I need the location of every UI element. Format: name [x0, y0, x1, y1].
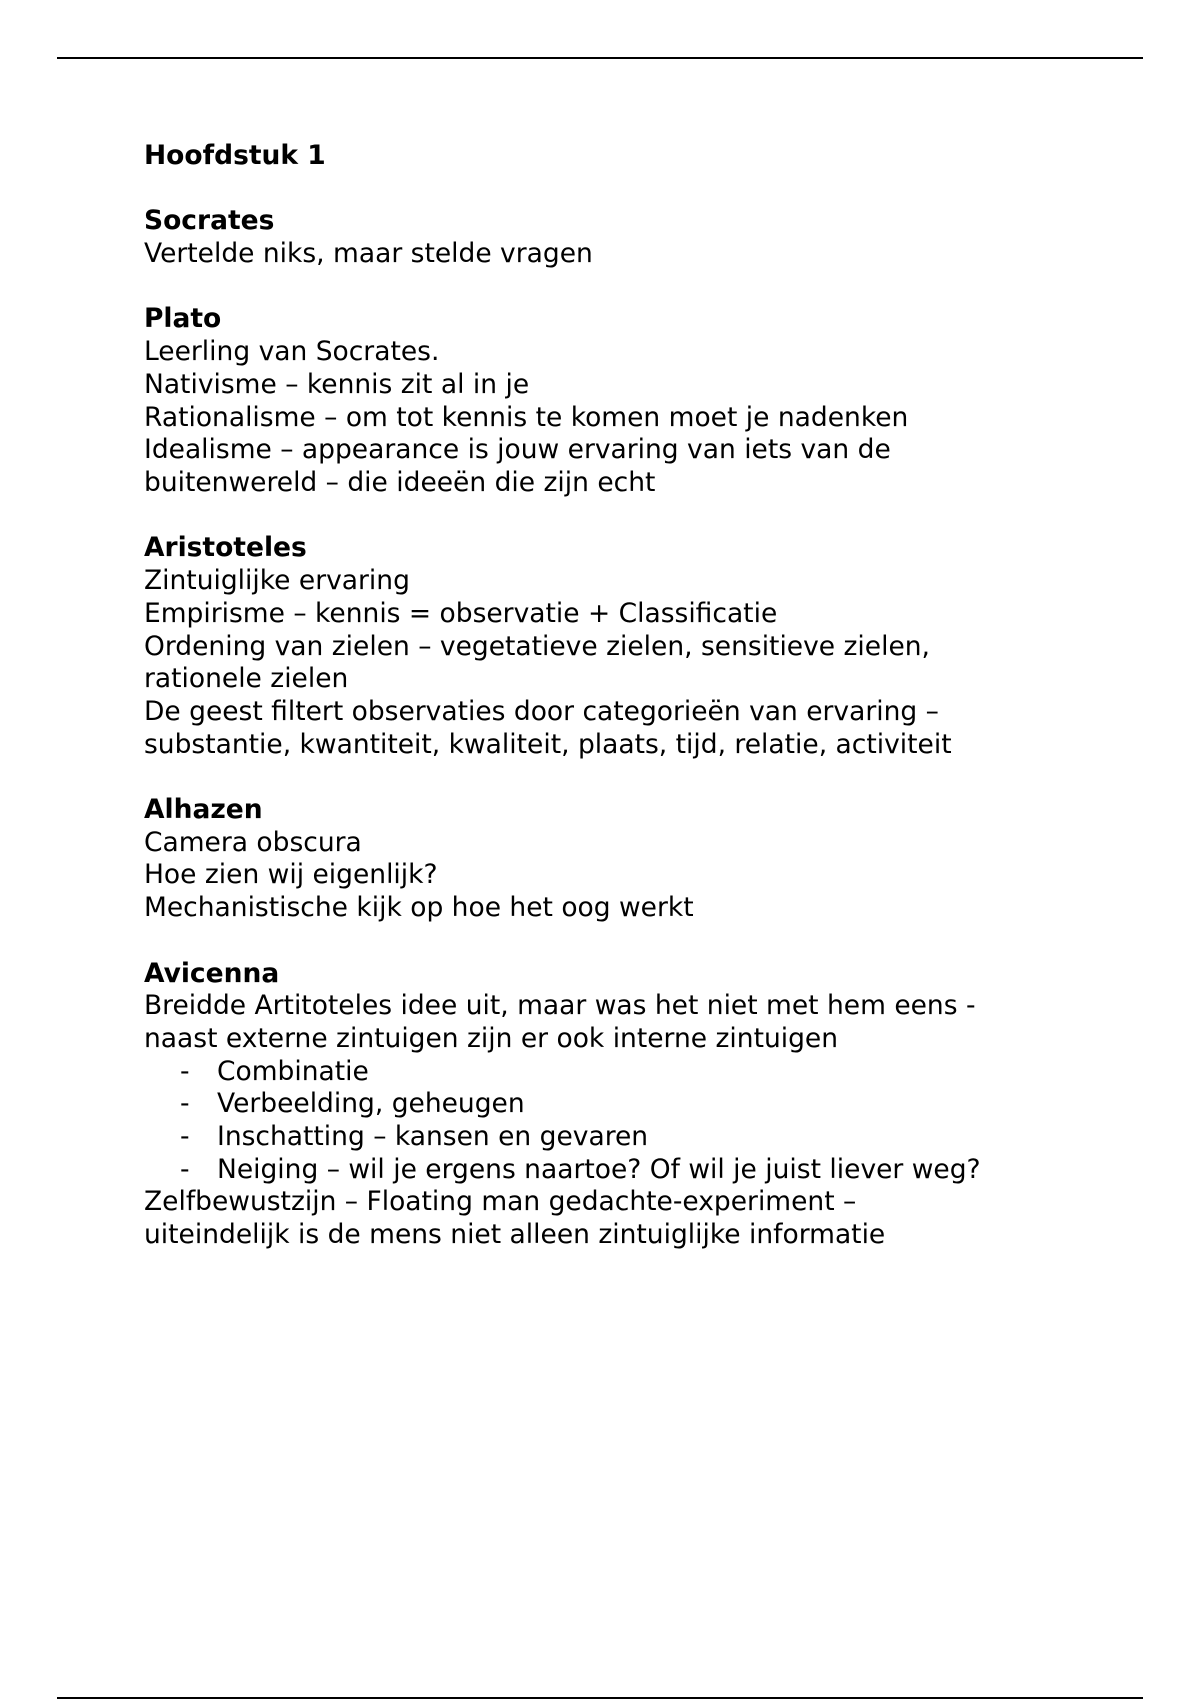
text-line: Camera obscura [144, 826, 362, 858]
section-heading: Alhazen [144, 794, 263, 825]
text-line: uiteindelijk is de mens niet alleen zintuiglijke informatie [144, 1219, 886, 1251]
bullet-dash: - [180, 1088, 190, 1120]
text-line: Vertelde niks, maar stelde vragen [144, 238, 593, 270]
section-heading: Socrates [144, 205, 275, 237]
bullet-dash: - [180, 1153, 190, 1185]
section-heading: Avicenna [144, 957, 280, 989]
text-line: naast externe zintuigen zijn er ook interne zintuigen [144, 1022, 839, 1054]
text-line: Mechanistische kijk op hoe het oog werkt [144, 892, 694, 924]
text-line: De geest filtert observaties door categorieën van ervaring – [144, 695, 939, 727]
text-line: Empirisme – kennis = observatie + Classificatie [144, 597, 778, 629]
section-heading: Aristoteles [144, 532, 307, 564]
text-line: Rationalisme – om tot kennis te komen moet je nadenken [144, 401, 909, 433]
list-item [144, 1154, 1104, 1187]
footer-rule [57, 1697, 1143, 1699]
text-line: substantie, kwantiteit, kwaliteit, plaats, tijd, relatie, activiteit [144, 728, 952, 760]
list-item [144, 1056, 1104, 1089]
bullet-dash: - [180, 1055, 190, 1087]
text-line: Nativisme – kennis zit al in je [144, 368, 530, 400]
section-plato [144, 303, 1104, 499]
document-body [144, 140, 1104, 1252]
list-item-text: Neiging – wil je ergens naartoe? Of wil je juist liever weg? [217, 1153, 981, 1185]
text-line: rationele zielen [144, 663, 349, 695]
text-line: Leerling van Socrates. [144, 336, 440, 368]
section-alhazen [144, 794, 1104, 925]
list-item-text: Inschatting – kansen en gevaren [217, 1121, 649, 1153]
text-line: Zintuiglijke ervaring [144, 565, 410, 597]
list-item [144, 1088, 1104, 1121]
list-item [144, 1121, 1104, 1154]
list-item-text: Verbeelding, geheugen [217, 1088, 525, 1120]
list-item-text: Combinatie [217, 1055, 369, 1087]
text-line: Idealisme – appearance is jouw ervaring van iets van de [144, 434, 891, 466]
text-line: Ordening van zielen – vegetatieve zielen, sensitieve zielen, [144, 630, 930, 662]
bullet-dash: - [180, 1121, 190, 1153]
header-rule [57, 57, 1143, 59]
text-line: Zelfbewustzijn – Floating man gedachte-experiment – [144, 1186, 857, 1218]
section-avicenna [144, 958, 1104, 1252]
section-socrates [144, 205, 1104, 270]
text-line: Hoe zien wij eigenlijk? [144, 859, 438, 891]
text-line: buitenwereld – die ideeën die zijn echt [144, 467, 656, 498]
section-aristoteles [144, 532, 1104, 761]
section-heading: Plato [144, 303, 222, 335]
text-line: Breidde Artitoteles idee uit, maar was het niet met hem eens - [144, 990, 976, 1022]
chapter-title: Hoofdstuk 1 [144, 140, 326, 171]
